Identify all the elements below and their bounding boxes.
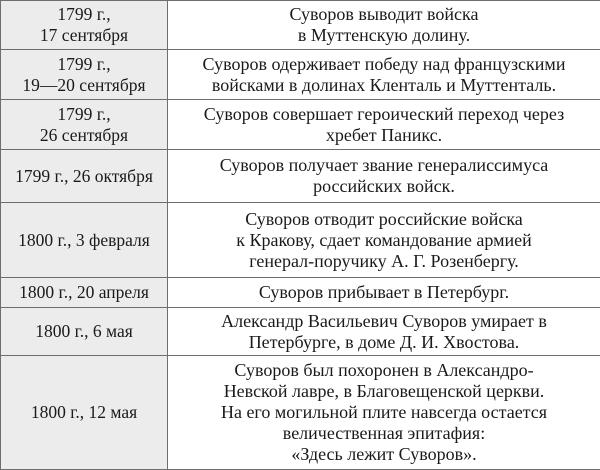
event-cell — [168, 278, 600, 308]
event-line: Суворов выводит войска — [172, 4, 596, 25]
event-cell — [168, 203, 600, 278]
date-cell — [1, 278, 168, 308]
table-row — [1, 278, 600, 308]
date-cell — [1, 1, 168, 50]
table-row — [1, 203, 600, 278]
event-line: Суворов отводит российские войска — [172, 209, 596, 230]
event-line: к Кракову, сдает командование армией — [172, 230, 596, 251]
date-line: 1800 г., 12 мая — [5, 402, 163, 423]
date-cell — [1, 150, 168, 203]
table-row — [1, 150, 600, 203]
event-line: в Муттенскую долину. — [172, 25, 596, 46]
event-line: хребет Паникс. — [172, 125, 596, 146]
table-row — [1, 100, 600, 150]
event-cell — [168, 100, 600, 150]
event-line: Суворов получает звание генералиссимуса — [172, 155, 596, 176]
date-cell — [1, 203, 168, 278]
date-line: 1800 г., 20 апреля — [5, 282, 163, 303]
date-line: 1799 г., 26 октября — [5, 166, 163, 187]
event-cell — [168, 1, 600, 50]
event-line: «Здесь лежит Суворов». — [172, 444, 596, 465]
date-line: 26 сентября — [5, 125, 163, 146]
event-line: Суворов одерживает победу над французскими — [172, 54, 596, 75]
date-line: 1800 г., 3 февраля — [5, 230, 163, 251]
table-row — [1, 50, 600, 100]
event-line: На его могильной плите навсегда остается — [172, 402, 596, 423]
event-line: Суворов был похоронен в Александро- — [172, 360, 596, 381]
date-cell — [1, 308, 168, 356]
event-line: российских войск. — [172, 176, 596, 197]
event-line: войсками в долинах Кленталь и Муттенталь. — [172, 75, 596, 96]
event-line: Петербурге, в доме Д. И. Хвостова. — [172, 332, 596, 353]
date-line: 17 сентября — [5, 25, 163, 46]
table-row — [1, 356, 600, 470]
event-cell — [168, 356, 600, 470]
event-line: Невской лавре, в Благовещенской церкви. — [172, 381, 596, 402]
date-cell — [1, 356, 168, 470]
date-line: 1799 г., — [5, 54, 163, 75]
event-line: генерал-поручику А. Г. Розенбергу. — [172, 251, 596, 272]
date-cell — [1, 100, 168, 150]
event-line: величественная эпитафия: — [172, 423, 596, 444]
date-line: 1800 г., 6 мая — [5, 321, 163, 342]
date-cell — [1, 50, 168, 100]
date-line: 1799 г., — [5, 104, 163, 125]
date-line: 19—20 сентября — [5, 75, 163, 96]
event-line: Александр Васильевич Суворов умирает в — [172, 311, 596, 332]
event-cell — [168, 50, 600, 100]
table-row — [1, 308, 600, 356]
date-line: 1799 г., — [5, 4, 163, 25]
event-line: Суворов совершает героический переход через — [172, 104, 596, 125]
event-cell — [168, 308, 600, 356]
event-cell — [168, 150, 600, 203]
event-line: Суворов прибывает в Петербург. — [172, 282, 596, 303]
table-row — [1, 1, 600, 50]
